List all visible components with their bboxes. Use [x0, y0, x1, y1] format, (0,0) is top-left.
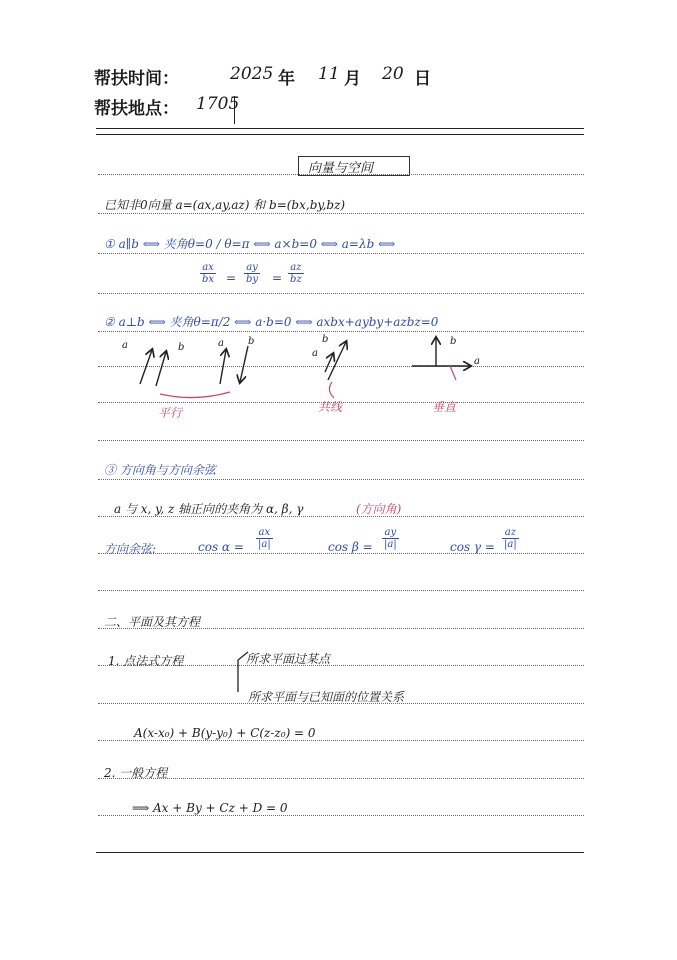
ruled-line	[98, 213, 584, 214]
cos-label: 方向余弦:	[104, 542, 157, 556]
cos-alpha: cos α =	[198, 540, 244, 554]
ratio-num: ay	[244, 262, 260, 274]
ruled-line	[98, 479, 584, 480]
ruled-line	[98, 440, 584, 441]
section3-note: (方向角)	[356, 502, 402, 516]
ratio-num: ax	[200, 262, 216, 274]
cos-gamma: cos γ =	[450, 540, 495, 554]
notes-title: 向量与空间	[308, 161, 374, 176]
cos-gamma-fraction	[502, 527, 519, 550]
cos-den: |a|	[504, 539, 517, 550]
ratio-fraction	[200, 262, 216, 285]
vector-b-label: b	[178, 342, 185, 353]
parallel-brace	[160, 392, 230, 398]
cos-num: ax	[256, 527, 273, 539]
point-normal-title: 1. 点法式方程	[108, 654, 184, 668]
parallel-condition: ① a∥b ⟺ 夹角θ=0 / θ=π ⟺ a×b=0 ⟺ a=λb ⟺	[104, 237, 396, 251]
ruled-line	[98, 778, 584, 779]
ratio-fraction	[244, 262, 260, 285]
vector-a-label: a	[312, 348, 318, 359]
ratio-den: bx	[202, 274, 215, 285]
collinear-label: 共线	[318, 400, 343, 414]
cos-beta-fraction	[382, 527, 399, 550]
general-title: 2. 一般方程	[104, 766, 168, 780]
point-normal-b: 所求平面与已知面的位置关系	[248, 690, 405, 704]
vector-b-label: b	[248, 336, 255, 347]
vector-a-label: a	[218, 338, 224, 349]
section3-line: a 与 x, y, z 轴正向的夹角为 α, β, γ	[114, 502, 304, 516]
day-unit: 日	[414, 69, 431, 89]
place-value: 1705	[196, 94, 240, 114]
perpendicular-label: 垂直	[432, 400, 457, 414]
cos-den: |a|	[258, 539, 271, 550]
cos-den: |a|	[384, 539, 397, 550]
point-normal-a: 所求平面过某点	[246, 652, 331, 666]
vector-b-label: b	[450, 336, 457, 347]
cos-alpha-fraction	[256, 527, 273, 550]
ruled-line	[98, 815, 584, 816]
general-equation: ⟹ Ax + By + Cz + D = 0	[132, 801, 288, 815]
header-rule	[96, 134, 584, 135]
ratio-equals: =	[272, 271, 283, 285]
ratio-den: by	[246, 274, 259, 285]
year-value: 2025	[230, 64, 274, 84]
collinear-vectors	[325, 342, 346, 380]
month-value: 11	[318, 64, 340, 84]
section3-title: ③ 方向角与方向余弦	[104, 463, 216, 477]
point-normal-equation: A(x-x₀) + B(y-y₀) + C(z-z₀) = 0	[134, 726, 316, 740]
collinear-marker	[329, 382, 334, 398]
ratio-num: az	[288, 262, 304, 274]
place-label: 帮扶地点：	[94, 99, 179, 119]
day-value: 20	[382, 64, 404, 84]
section2-title: 二、平面及其方程	[104, 615, 201, 629]
footer-rule	[96, 852, 584, 853]
vector-a-label: a	[122, 340, 128, 351]
given-line: 已知非0向量 a=(ax,ay,az) 和 b=(bx,by,bz)	[104, 198, 346, 212]
ratio-fraction	[288, 262, 304, 285]
ruled-line	[98, 740, 584, 741]
ratio-den: bz	[290, 274, 302, 285]
cos-num: az	[502, 527, 519, 539]
parallel-vectors	[140, 346, 248, 386]
perpendicular-marker	[450, 366, 456, 380]
header-rule	[96, 128, 584, 129]
cos-num: ay	[382, 527, 399, 539]
vector-b-label: b	[322, 334, 329, 345]
perpendicular-condition: ② a⊥b ⟺ 夹角θ=π/2 ⟺ a·b=0 ⟺ axbx+ayby+azbz=0	[104, 315, 439, 329]
time-label: 帮扶时间：	[94, 69, 179, 89]
vector-a-label: a	[474, 356, 480, 367]
year-unit: 年	[278, 69, 295, 89]
parallel-label: 平行	[158, 406, 183, 420]
ruled-line	[98, 293, 584, 294]
header-divider	[234, 96, 235, 124]
ruled-line	[98, 253, 584, 254]
cos-beta: cos β =	[328, 540, 373, 554]
ruled-line	[98, 590, 584, 591]
month-unit: 月	[344, 69, 361, 89]
perpendicular-vectors	[412, 338, 470, 366]
ratio-equals: =	[226, 271, 237, 285]
